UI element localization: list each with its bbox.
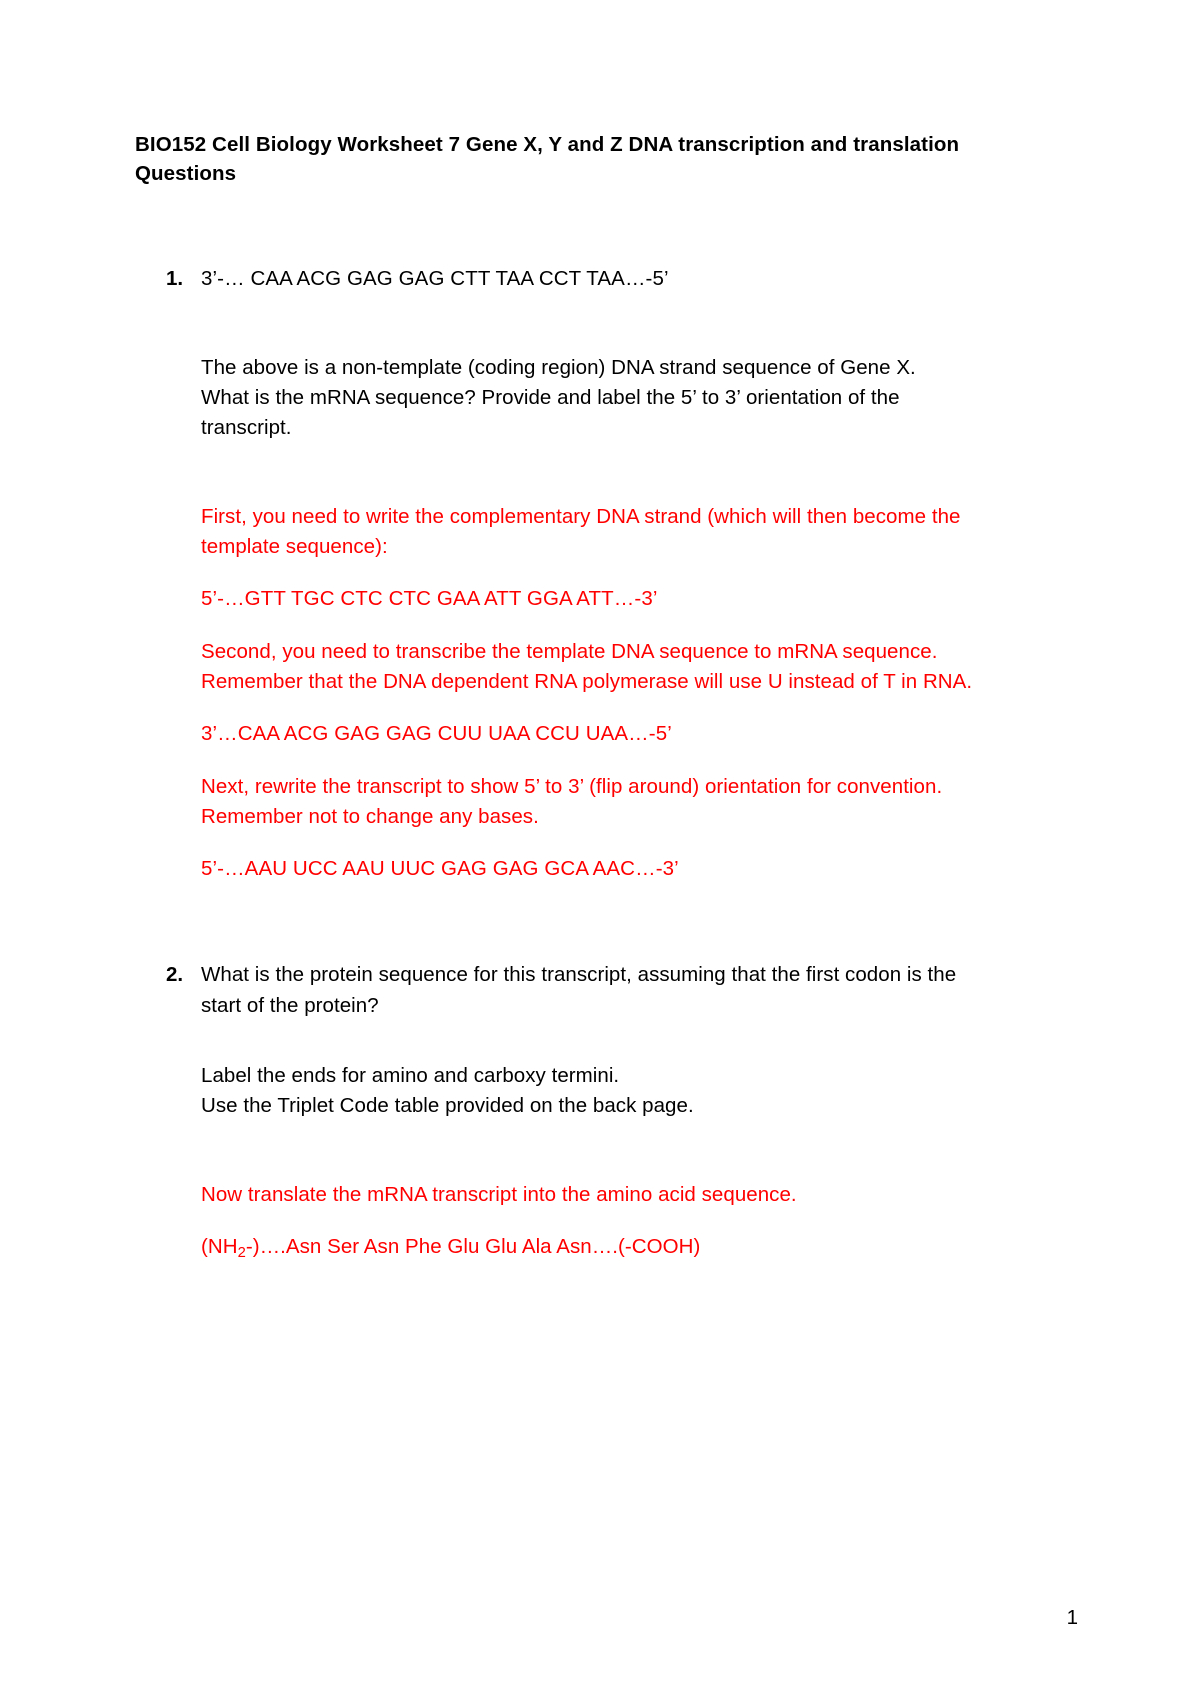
answer-1-mrna-sequence-3to5: 3’…CAA ACG GAG GAG CUU UAA CCU UAA…-5’ xyxy=(201,722,672,746)
question-2-prompt-line-2: start of the protein? xyxy=(201,993,379,1017)
spacer-q1-d xyxy=(201,615,1070,637)
answer-1-mrna-sequence-5to3: 5’-…AAU UCC AAU UUC GAG GAG GCA AAC…-3’ xyxy=(201,857,679,881)
question-2-number: 2. xyxy=(166,963,184,987)
answer-2-protein-sequence xyxy=(201,1232,1070,1262)
page-number: 1 xyxy=(1066,1605,1078,1629)
protein-sequence-prefix: (NH xyxy=(201,1235,238,1259)
question-1 xyxy=(135,264,1070,884)
spacer-q1-c xyxy=(201,562,1070,584)
spacer-between-questions xyxy=(135,884,1070,960)
question-1-dna-sequence: 3’-… CAA ACG GAG GAG CTT TAA CCT TAA…-5’ xyxy=(201,267,669,291)
question-2 xyxy=(135,960,1070,1262)
spacer-q1-g xyxy=(201,832,1070,854)
question-2-prompt xyxy=(201,960,1070,1021)
spacer-q2-b xyxy=(201,1122,1070,1180)
questions-list xyxy=(135,264,1070,1262)
question-1-prompt-line-2: What is the mRNA sequence? Provide and label the 5’ to 3’ orientation of the xyxy=(201,385,900,409)
question-2-instructions xyxy=(201,1061,1070,1122)
answer-1-step-3-line-1: Next, rewrite the transcript to show 5’ to 3’ (flip around) orientation for convention. xyxy=(201,774,943,798)
answer-2-intro: Now translate the mRNA transcript into the amino acid sequence. xyxy=(201,1182,797,1206)
spacer-q1-f xyxy=(201,750,1070,772)
spacer-q2-c xyxy=(201,1210,1070,1232)
page-title-line-2: Questions xyxy=(135,162,237,186)
spacer-q2-a xyxy=(201,1021,1070,1061)
answer-1-step-1-text xyxy=(201,502,1070,563)
answer-1-step-3-text xyxy=(201,772,1070,833)
protein-sequence-subscript: 2 xyxy=(237,1244,246,1261)
question-1-prompt xyxy=(201,353,1070,444)
answer-1-template-sequence: 5’-…GTT TGC CTC CTC GAA ATT GGA ATT…-3’ xyxy=(201,587,658,611)
page-title-line-1: BIO152 Cell Biology Worksheet 7 Gene X, Y and Z DNA transcription and translation xyxy=(135,133,960,156)
spacer-q1-b xyxy=(201,444,1070,502)
question-1-prompt-line-1: The above is a non-template (coding region) DNA strand sequence of Gene X. xyxy=(201,355,916,379)
answer-1-step-2-line-2: Remember that the DNA dependent RNA polymerase will use U instead of T in RNA. xyxy=(201,669,973,693)
protein-sequence-suffix: -)….Asn Ser Asn Phe Glu Glu Ala Asn….(-COOH) xyxy=(245,1235,701,1259)
answer-1-step-2-line-1: Second, you need to transcribe the template DNA sequence to mRNA sequence. xyxy=(201,639,938,663)
answer-1-step-3-line-2: Remember not to change any bases. xyxy=(201,804,539,828)
answer-1-step-1-line-1: First, you need to write the complementary DNA strand (which will then become the xyxy=(201,504,961,528)
page-title xyxy=(135,130,965,188)
question-1-prompt-line-3: transcript. xyxy=(201,416,292,440)
question-2-prompt-line-1: What is the protein sequence for this transcript, assuming that the first codon is the xyxy=(201,963,957,987)
spacer-after-title xyxy=(135,188,1070,264)
question-2-instruction-line-1: Label the ends for amino and carboxy termini. xyxy=(201,1064,620,1088)
answer-1-step-2-text xyxy=(201,637,1070,698)
question-2-instruction-line-2: Use the Triplet Code table provided on the back page. xyxy=(201,1094,694,1118)
question-1-number: 1. xyxy=(166,267,184,291)
spacer-q1-a xyxy=(201,295,1070,353)
spacer-q1-e xyxy=(201,697,1070,719)
answer-1-step-1-line-2: template sequence): xyxy=(201,534,388,558)
